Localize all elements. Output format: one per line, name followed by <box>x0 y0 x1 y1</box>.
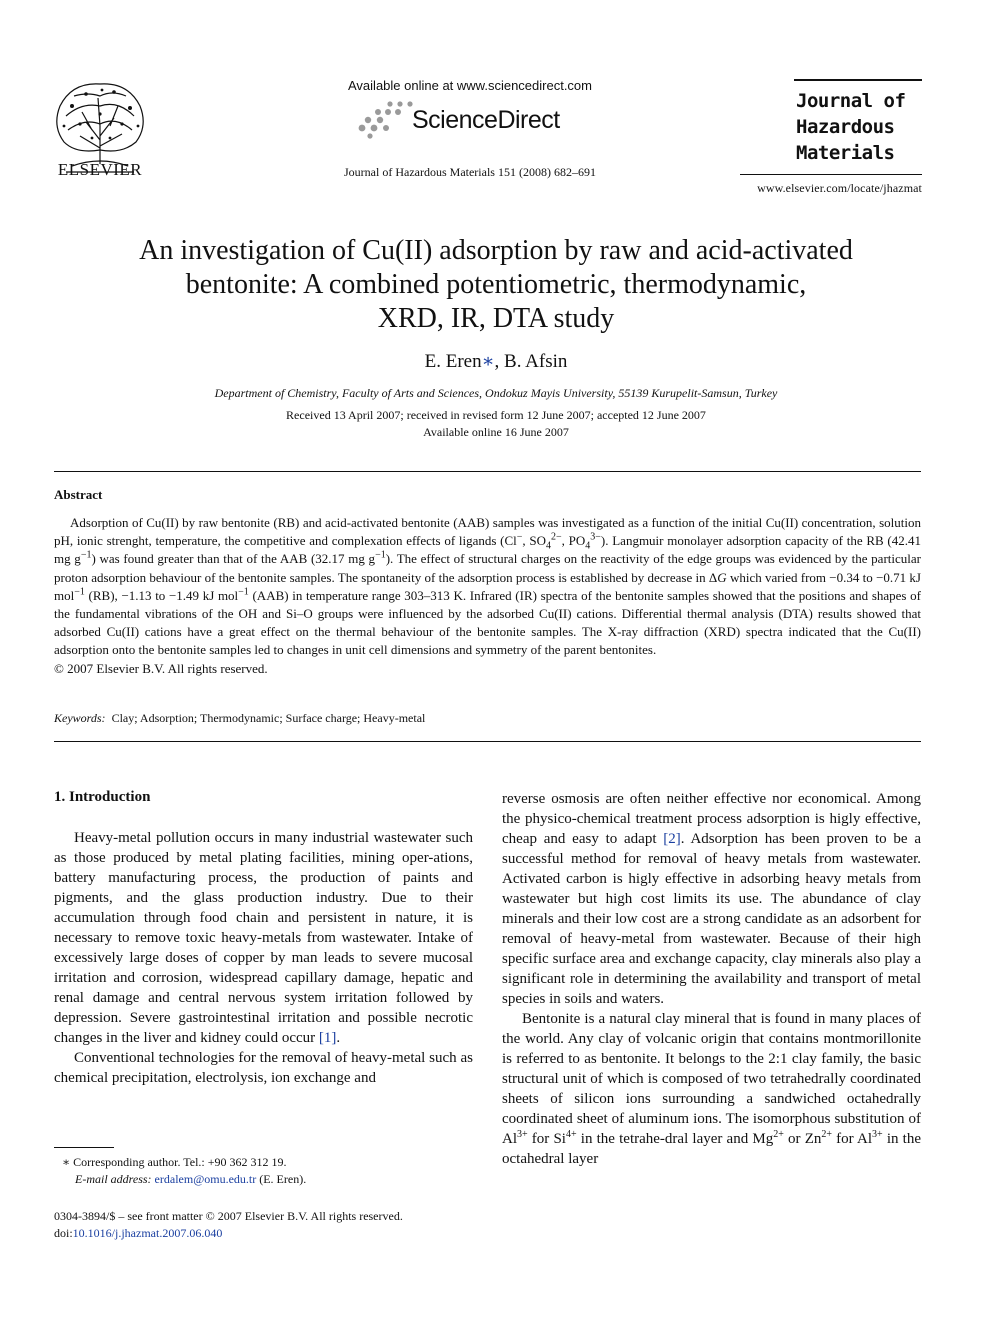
sciencedirect-wordmark: ScienceDirect <box>412 106 560 134</box>
keywords-label: Keywords: <box>54 711 106 725</box>
footnote-corresponding-text: Corresponding author. Tel.: +90 362 312 19. <box>73 1155 287 1169</box>
email-label: E-mail address: <box>75 1172 152 1186</box>
journal-url[interactable]: www.elsevier.com/locate/jhazmat <box>757 181 922 195</box>
doi-line <box>54 1225 403 1242</box>
journal-title-line: Materials <box>796 142 895 164</box>
journal-title <box>796 88 905 166</box>
citation-link[interactable]: [2] <box>663 831 681 847</box>
journal-title-line: Journal of <box>796 90 906 112</box>
article-title-line: XRD, IR, DTA study <box>377 303 615 334</box>
author-name: E. Eren <box>424 351 482 372</box>
body-column-right <box>502 789 921 1169</box>
journal-title-line: Hazardous <box>796 116 895 138</box>
abstract-bottom-rule <box>54 741 921 742</box>
article-title-line: An investigation of Cu(II) adsorption by raw and acid-activated <box>139 235 853 266</box>
doi-link[interactable]: 10.1016/j.jhazmat.2007.06.040 <box>72 1226 223 1240</box>
journal-title-rule <box>794 79 922 81</box>
author-name: B. Afsin <box>504 351 568 372</box>
email-owner: (E. Eren). <box>259 1172 307 1186</box>
issn-line: 0304-3894/$ – see front matter © 2007 Elsevier B.V. All rights reserved. <box>54 1209 403 1223</box>
article-title <box>110 234 882 336</box>
abstract-body <box>54 514 921 678</box>
abstract-copyright: © 2007 Elsevier B.V. All rights reserved. <box>54 660 268 676</box>
body-paragraph: reverse osmosis are often neither effective nor economical. Among the physico-chemical treatment process adsorption is higly effective, cheap and easy to adapt [2]. Adsorption has been proven to be a successful method for removal of heavy metals from wastewater. Activated carbon is higly effective in adsorbing heavy metals from wastewater but high cost limits its use. The abundance of clay minerals and their low cost are a strong candidate as an adsorbent for removal of heavy-metal from wastewater. Because of their high specific surface area and exchange capacity, clay minerals also play a significant role in determining the availability and transport of metal species in soils and waters. <box>502 791 921 1007</box>
page-footer <box>54 1208 403 1242</box>
doi-label: doi: <box>54 1226 73 1240</box>
email-link[interactable]: erdalem@omu.edu.tr <box>154 1172 257 1186</box>
citation-link[interactable]: [1] <box>318 1030 337 1046</box>
section-heading: 1. Introduction <box>54 789 151 805</box>
affiliation: Department of Chemistry, Faculty of Arts and Sciences, Ondokuz Mayis University, 55139 Kurupelit-Samsun, Turkey <box>214 386 778 400</box>
abstract-top-rule <box>54 471 921 472</box>
journal-citation: Journal of Hazardous Materials 151 (2008) 682–691 <box>344 165 596 179</box>
body-paragraph: Conventional technologies for the removal of heavy-metal such as chemical precipitation, electrolysis, ion exchange and <box>54 1050 473 1086</box>
abstract-heading: Abstract <box>54 487 103 502</box>
author-separator: , <box>494 351 505 372</box>
article-dates <box>100 407 892 441</box>
received-dates: Received 13 April 2007; received in revised form 12 June 2007; accepted 12 June 2007 <box>286 408 706 422</box>
journal-url-rule <box>740 174 922 175</box>
keywords-list: Clay; Adsorption; Thermodynamic; Surface charge; Heavy-metal <box>111 711 426 725</box>
body-paragraph: Bentonite is a natural clay mineral that is found in many places of the world. Any clay of volcanic origin that contains montmorillonite is referred to as bentonite. It belongs to the 2:1 clay family, the basic structural unit of which is composed of two tetrahedrally coordinated sheets of silicon ions surrounding a sandwiched octahedrally coordinated sheet of aluminum ions. The isomorphous substitution of $Al^{3+}$ for $Si^{4+}$ in the tetrahe-dral layer and $Mg^{2+}$ or $Zn^{2+}$ for $Al^{3+}$ in the octahedral layer <box>502 1011 921 1167</box>
available-online-text[interactable]: Available online at www.sciencedirect.com <box>348 78 592 93</box>
abstract-text: Adsorption of Cu(II) by raw bentonite (RB) and acid-activated bentonite (AAB) samples was investigated as a function of the initial Cu(II) concentration, solution pH, ionic strenght, temperature, the competitive and complexation effects of ligands (Cl−, $SO_4^{2-}$, $PO_4^{3-}$). Langmuir monolayer adsorption capacity of the RB (42.41 mg $g^{-1}$) was found greater than that of the AAB (32.17 mg $g^{-1}$). The effect of structural charges on the reactivity of the edge groups was evidenced by the particular proton adsorption behaviour of the bentonite samples. The spontaneity of the adsorption process is established by decrease in ΔG which varied from −0.34 to −0.71 kJ mol$^{-1}$ (RB), −1.13 to −1.49 kJ mol$^{-1}$ (AAB) in temperature range 303–313 K. Infrared (IR) spectra of the bentonite samples showed that the positions and shapes of the fundamental vibrations of the OH and Si–O groups were influenced by the adsorbed Cu(II) cations. Differential thermal analysis (DTA) results showed that adsorbed Cu(II) cations have a great effect on the thermal behaviour of the bentonite samples. The X-ray diffraction (XRD) spectra indicated that the Cu(II) adsorption onto the bentonite samples led to changes in unit cell dimensions and symmetry of the parent bentonites. <box>54 515 922 658</box>
available-date: Available online 16 June 2007 <box>423 425 569 439</box>
article-title-line: bentonite: A combined potentiometric, thermodynamic, <box>185 269 807 300</box>
body-paragraph: Heavy-metal pollution occurs in many industrial wastewater such as those produced by metal plating facilities, mining oper-ations, battery manufacturing process, the production of paints and pigments, and the glass production industry. Due to their accumulation through food chain and persistent in nature, it is necessary to remove toxic heavy-metals from wastewater. Intake of excessively large doses of copper by man leads to severe mucosal irritation and corrosion, widespread capillary damage, hepatic and renal damage and central nervous system irritation followed by depression. Severe gastrointestinal irritation and possible necrotic changes in the liver and kidney could occur [1]. <box>54 830 473 1046</box>
footnote-corresponding <box>62 1154 306 1171</box>
author-list <box>200 350 792 373</box>
footnote <box>62 1154 306 1188</box>
footnote-rule <box>54 1147 114 1148</box>
keywords <box>54 711 425 726</box>
footnote-mark: ∗ <box>62 1155 71 1169</box>
corresponding-author-marker[interactable]: ∗ <box>481 351 495 372</box>
footnote-email <box>62 1171 306 1188</box>
publisher-name: ELSEVIER <box>57 160 143 179</box>
body-column-left <box>54 828 473 1088</box>
